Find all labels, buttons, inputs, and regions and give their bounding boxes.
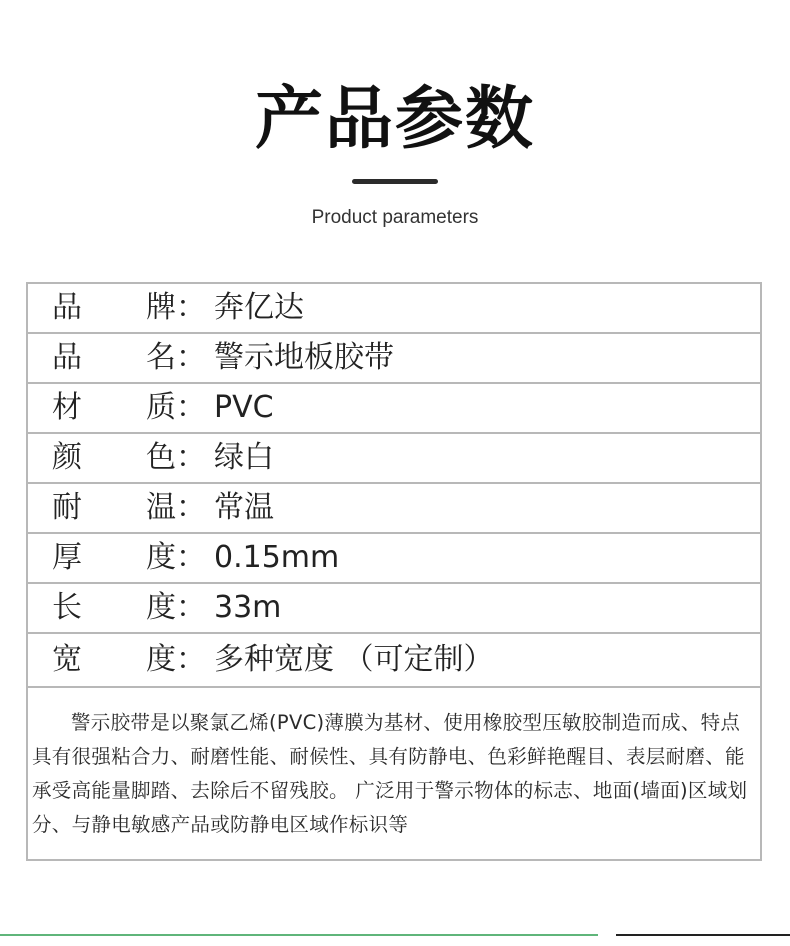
param-label-char-1: 品 bbox=[52, 340, 82, 375]
param-row-length bbox=[28, 584, 760, 634]
param-row-material bbox=[28, 384, 760, 434]
param-value: 绿白 bbox=[214, 440, 274, 475]
param-colon: ： bbox=[176, 642, 206, 677]
param-value: 0.15mm bbox=[214, 540, 340, 575]
param-colon: ： bbox=[176, 590, 206, 625]
param-label-char-2: 色 bbox=[146, 440, 176, 475]
product-description: 警示胶带是以聚氯乙烯(PVC)薄膜为基材、使用橡胶型压敏胶制造而成、特点具有很强粘合力、耐磨性能、耐候性、具有防静电、色彩鲜艳醒目、表层耐磨、能承受高能量脚踏、去除后不留残胶。 广泛用于警示物体的标志、地面(墙面)区域划分、与静电敏感产品或防静电区域作标识等 bbox=[32, 711, 748, 836]
param-colon: ： bbox=[176, 340, 206, 375]
param-label-char-2: 质 bbox=[146, 390, 176, 425]
param-row-width bbox=[28, 634, 760, 688]
title-underline bbox=[352, 179, 438, 184]
page-subtitle: Product parameters bbox=[311, 207, 479, 228]
param-colon: ： bbox=[176, 390, 206, 425]
param-label-char-2: 度 bbox=[146, 540, 176, 575]
page-title: 产品参数 bbox=[254, 80, 535, 159]
param-label-char-1: 品 bbox=[52, 290, 82, 325]
param-label-char-2: 度 bbox=[146, 642, 176, 677]
param-label-char-2: 牌 bbox=[146, 290, 176, 325]
param-label-char-2: 温 bbox=[146, 490, 176, 525]
param-label-char-1: 颜 bbox=[52, 440, 82, 475]
param-value: 奔亿达 bbox=[214, 290, 304, 325]
param-row-product-name bbox=[28, 334, 760, 384]
param-colon: ： bbox=[176, 290, 206, 325]
param-value: 33m bbox=[214, 590, 282, 625]
param-label-char-2: 度 bbox=[146, 590, 176, 625]
param-value: 警示地板胶带 bbox=[214, 340, 394, 375]
param-label-char-1: 耐 bbox=[52, 490, 82, 525]
param-colon: ： bbox=[176, 440, 206, 475]
parameter-table bbox=[26, 282, 762, 861]
param-colon: ： bbox=[176, 540, 206, 575]
param-colon: ： bbox=[176, 490, 206, 525]
footer-divider-left bbox=[0, 934, 598, 936]
param-value: 常温 bbox=[214, 490, 274, 525]
param-row-thickness bbox=[28, 534, 760, 584]
param-label-char-2: 名 bbox=[146, 340, 176, 375]
param-label-char-1: 长 bbox=[52, 590, 82, 625]
param-row-color bbox=[28, 434, 760, 484]
param-value: PVC bbox=[214, 390, 274, 425]
param-row-brand bbox=[28, 284, 760, 334]
param-label-char-1: 厚 bbox=[52, 540, 82, 575]
footer-divider-right bbox=[616, 934, 790, 936]
param-label-char-1: 材 bbox=[52, 390, 82, 425]
param-value: 多种宽度 （可定制） bbox=[214, 642, 494, 677]
param-row-temperature bbox=[28, 484, 760, 534]
param-label-char-1: 宽 bbox=[52, 642, 82, 677]
